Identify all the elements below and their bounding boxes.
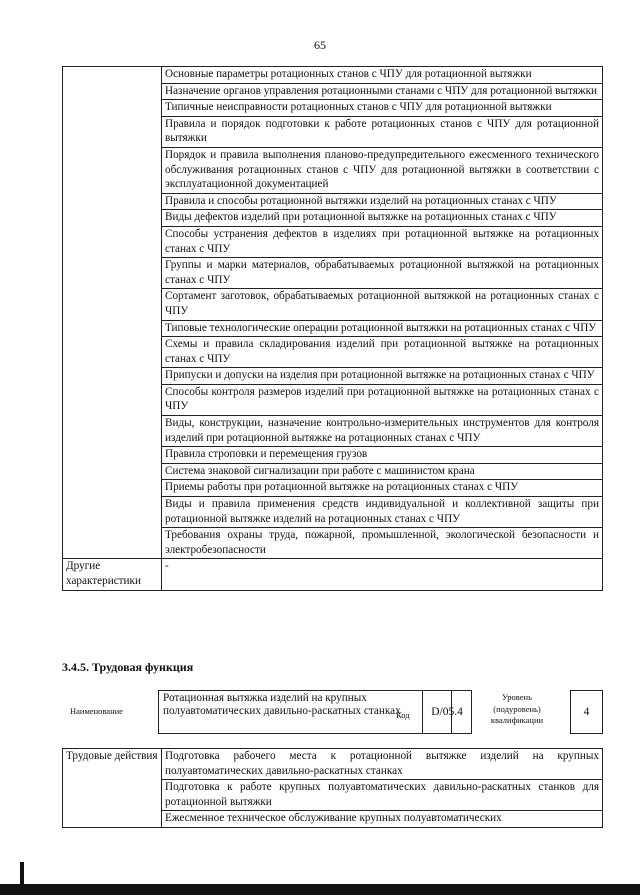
knowledge-item: Приемы работы при ротационной вытяжке на ротационных станах с ЧПУ (162, 480, 603, 497)
knowledge-row (63, 384, 603, 415)
actions-label: Трудовые действия (63, 749, 162, 828)
function-code: D/05.4 (422, 690, 472, 734)
knowledge-row (63, 416, 603, 447)
knowledge-row (63, 463, 603, 480)
knowledge-row (63, 100, 603, 117)
knowledge-row (63, 116, 603, 147)
knowledge-row (63, 83, 603, 100)
knowledge-table (62, 66, 603, 591)
knowledge-item: Правила и способы ротационной вытяжки изделий на ротационных станах с ЧПУ (162, 193, 603, 210)
knowledge-item: Виды дефектов изделий при ротационной вытяжке на ротационных станах с ЧПУ (162, 210, 603, 227)
knowledge-item: Группы и марки материалов, обрабатываемых ротационной вытяжкой на ротационных станах с ЧПУ (162, 258, 603, 289)
function-name: Ротационная вытяжка изделий на крупных полуавтоматических давильно-раскатных станках (158, 690, 452, 734)
action-row (63, 749, 603, 780)
knowledge-item: Типовые технологические операции ротационной вытяжки на ротационных станах с ЧПУ (162, 320, 603, 337)
scan-bottom-border (0, 884, 640, 895)
other-characteristics-row (63, 559, 603, 590)
function-header (62, 690, 603, 734)
row-label-cell (63, 320, 162, 337)
action-item: Ежесменное техническое обслуживание крупных полуавтоматических (162, 811, 603, 828)
level-label: Уровень (подуровень) квалификации (490, 692, 544, 725)
section-heading: 3.4.5. Трудовая функция (62, 660, 194, 674)
row-label-cell (63, 100, 162, 117)
knowledge-item: Основные параметры ротационных станов с ЧПУ для ротационной вытяжки (162, 67, 603, 84)
knowledge-item: Порядок и правила выполнения планово-предупредительного ежесменного технического обслуживания ротационных станов с ЧПУ для ротационной вытяжки в соответствии с эксплуатационной документацией (162, 147, 603, 193)
row-label-cell (63, 384, 162, 415)
knowledge-row (63, 258, 603, 289)
knowledge-row (63, 320, 603, 337)
knowledge-item: Способы устранения дефектов в изделиях при ротационной вытяжке на ротационных станах с ЧПУ (162, 226, 603, 257)
row-label-cell (63, 83, 162, 100)
action-item: Подготовка рабочего места к ротационной вытяжке изделий на крупных полуавтоматических давильно-раскатных станках (162, 749, 603, 780)
row-label-cell (63, 368, 162, 385)
actions-table (62, 748, 603, 828)
knowledge-row (63, 497, 603, 528)
knowledge-row (63, 480, 603, 497)
knowledge-item: Виды и правила применения средств индивидуальной и коллективной защиты при ротационной вытяжке изделий на ротационных станах с ЧПУ (162, 497, 603, 528)
knowledge-row (63, 337, 603, 368)
row-label-cell (63, 447, 162, 464)
other-characteristics-value: - (162, 559, 603, 590)
row-label-cell (63, 528, 162, 559)
knowledge-row (63, 289, 603, 320)
knowledge-item: Типичные неисправности ротационных станов с ЧПУ для ротационной вытяжки (162, 100, 603, 117)
row-label-cell (63, 416, 162, 447)
knowledge-item: Правила строповки и перемещения грузов (162, 447, 603, 464)
knowledge-item: Схемы и правила складирования изделий при ротационной вытяжке на ротационных станах с ЧПУ (162, 337, 603, 368)
row-label-cell (63, 480, 162, 497)
knowledge-row (63, 193, 603, 210)
knowledge-item: Сортамент заготовок, обрабатываемых ротационной вытяжкой на ротационных станах с ЧПУ (162, 289, 603, 320)
name-label: Наименование (70, 706, 123, 716)
row-label-cell (63, 147, 162, 193)
row-label-cell (63, 258, 162, 289)
row-label-cell (63, 210, 162, 227)
code-label: Код (396, 710, 410, 720)
row-label-cell (63, 67, 162, 84)
row-label-cell (63, 193, 162, 210)
row-label-cell (63, 226, 162, 257)
other-characteristics-label: Другие характеристики (63, 559, 162, 590)
knowledge-row (63, 226, 603, 257)
knowledge-row (63, 147, 603, 193)
row-label-cell (63, 337, 162, 368)
knowledge-row (63, 67, 603, 84)
knowledge-row (63, 210, 603, 227)
row-label-cell (63, 497, 162, 528)
knowledge-item: Правила и порядок подготовки к работе ротационных станов с ЧПУ для ротационной вытяжки (162, 116, 603, 147)
row-label-cell (63, 463, 162, 480)
knowledge-row (63, 368, 603, 385)
page-number: 65 (314, 38, 326, 52)
knowledge-item: Способы контроля размеров изделий при ротационной вытяжке на ротационных станах с ЧПУ (162, 384, 603, 415)
knowledge-item: Виды, конструкции, назначение контрольно-измерительных инструментов для контроля изделий при ротационной вытяжке на ротационных станах с ЧПУ (162, 416, 603, 447)
qualification-level: 4 (570, 690, 603, 734)
action-item: Подготовка к работе крупных полуавтоматических давильно-раскатных станков для ротационной вытяжки (162, 780, 603, 811)
knowledge-row (63, 528, 603, 559)
row-label-cell (63, 289, 162, 320)
knowledge-row (63, 447, 603, 464)
knowledge-item: Требования охраны труда, пожарной, промышленной, экологической безопасности и электробезопасности (162, 528, 603, 559)
scan-edge-mark (20, 862, 24, 884)
row-label-cell (63, 116, 162, 147)
knowledge-item: Система знаковой сигнализации при работе с машинистом крана (162, 463, 603, 480)
knowledge-item: Назначение органов управления ротационными станами с ЧПУ для ротационной вытяжки (162, 83, 603, 100)
knowledge-item: Припуски и допуски на изделия при ротационной вытяжке на ротационных станах с ЧПУ (162, 368, 603, 385)
